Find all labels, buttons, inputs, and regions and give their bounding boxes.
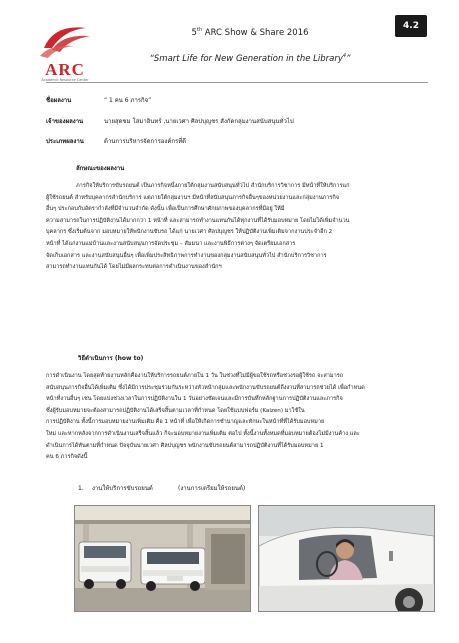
paragraph-line: คน 6 ภารกิจดังนี้ xyxy=(46,454,88,461)
title-label: ชื่อผลงาน xyxy=(46,97,72,104)
theme-close-quote: ” xyxy=(346,53,351,64)
photo-carport xyxy=(74,505,251,612)
paragraph-line: ซึ่งผู้รับมอบหมายจะต้องสามารถปฏิบัติงานได้เสร็จสิ้นตามเวลาที่กำหนด โดยใช้แบบฟอร์ม (Kaizen) มาใช้ใน xyxy=(46,407,305,414)
arc-logo-icon xyxy=(34,18,96,62)
list-item-number: 1. xyxy=(78,485,84,492)
event-name: ARC Show & Share 2016 xyxy=(202,27,309,38)
section1-heading: ลักษณะของผลงาน xyxy=(76,165,125,172)
paragraph-line: สนับสนุนภารกิจอื่นได้เพิ่มเติม ซึ่งได้มีการประชุมร่วมกันระหว่างหัวหน้ากลุ่มและพนักงานขับรถยนต์ถึงงานที่สามารถช่วยได้ เพื่อกำหนด xyxy=(46,384,365,391)
page-badge: 4.2 xyxy=(395,15,427,37)
paragraph-line: ผู้ใช้รถยนต์ สำหรับบุคลากรสำนักบริการ แต่ภายใต้กลุ่มงานฯ มีหน้าที่สนับสนุนภารกิจอื่นๆของหน่วยงานและกลุ่มงานภารกิจ xyxy=(46,194,340,201)
paragraph-line: หน้าที่งานอื่นๆ เช่น โดยแบ่งช่วงเวลาในการปฏิบัติงานใน 1 วันอย่างชัดเจนและมีการบันทึกหลักฐานการปฏิบัติงานและภารกิจ xyxy=(46,396,343,403)
owner-value: นายสุดชม โสมาอินทร์ ,นายเวศา ศิลปบุญชร สังกัดกลุ่มงานสนับสนุนทั่วไป xyxy=(104,118,294,125)
title-value: “ 1 คน 6 ภารกิจ” xyxy=(104,97,152,104)
event-suffix: th xyxy=(196,27,203,33)
section1-paragraph xyxy=(46,181,350,274)
type-label: ประเภทผลงาน xyxy=(46,138,84,145)
driver-photo-image xyxy=(259,506,434,611)
paragraph-line: สามารถทำงานแทนกันได้ โดยไม่มีผลกระทบต่อการดำเนินงานของสำนักฯ xyxy=(46,264,222,271)
photo-driver xyxy=(258,505,435,612)
header-divider xyxy=(46,82,428,83)
paragraph-line: ใหม่ และหากหลังจากการดำเนินงานเสร็จสิ้นแล้ว ก็จะมอบหมายงานเพิ่มเติม ต่อไป ทั้งนี้งานทั้งหมดที่มอบหมายต้องไม่มีงานค้าง และ xyxy=(46,430,360,437)
section2-paragraph xyxy=(46,371,365,464)
list-item-note: (งานการเตรียมให้รถยนต์) xyxy=(178,485,246,492)
type-value: ด้านการบริหารจัดการองค์กรที่ดี xyxy=(104,138,187,145)
event-title xyxy=(150,27,350,38)
paragraph-line: บุคลากร ซึ่งเริ่มต้นจาก มอบหมายให้พนักงานขับรถ ได้แก่ นายเวศา ศิลปบุญชร ให้ปฏิบัติงานเพิ่มเติมจากงานประจำอีก 2 xyxy=(46,229,333,236)
paragraph-line: ดำเนินการได้ทันตามที่กำหนด ปัจจุบันนายเวศา ศิลปบุญชร พนักงานขับรถยนต์สามารถปฏิบัติงานที่ได้รับมอบหมาย 1 xyxy=(46,442,324,449)
paragraph-line: อื่นๆ ประกอบกับอัตรากำลังที่มีจำนวนจำกัด ดังนั้น เพื่อเป็นการศึกษาศักยภาพของบุคลากรที่มีอยู่ ให้มี xyxy=(46,206,285,213)
paragraph-line: การดำเนินงาน โดยสุดท้ายงานหลักคืองานให้บริการรถยนต์ภายใน 1 วัน ในช่วงที่ไม่มีผู้ขอใช้รถหรือช่วงรอผู้ใช้รถ จะสามารถ xyxy=(46,373,344,379)
paragraph-line: จัดเก็บเอกสาร และงานสนับสนุนอื่นๆ เพื่อเพิ่มประสิทธิภาพการทำงานของกลุ่มงานสนับสนุนทั่วไป สำนักบริการวิชาการ xyxy=(46,252,327,259)
logo-subtitle: Academic Resource Center xyxy=(41,78,89,82)
paragraph-line: การปฏิบัติงาน ทั้งนี้การมอบหมายงานเพิ่มเติม คือ 1 หน้าที่ เพื่อให้เกิดการชำนาญและทักษะในหน้าที่ที่ได้รับมอบหมาย xyxy=(46,419,325,426)
carport-photo-image xyxy=(75,506,250,611)
owner-label: เจ้าของผลงาน xyxy=(46,118,84,125)
event-theme xyxy=(120,53,380,64)
paragraph-line: หน้าที่ ได้แก่งานแม่บ้านและงานสนับสนุนการจัดประชุม – สัมมนา และงานพิธีการต่างๆ จัดเตรียมเอกสาร xyxy=(46,240,296,247)
theme-text: “Smart Life for New Generation in the Library xyxy=(149,53,343,64)
list-item-text: งานให้บริการขับรถยนต์ xyxy=(92,485,153,492)
paragraph-line: ความสามารถในการปฏิบัติงานได้มากกว่า 1 หน้าที่ และสามารถทำงานแทนกันได้ทุกงานที่ได้รับมอบหมาย โดยไม่ได้เพิ่มจำนวน xyxy=(46,217,350,224)
section2-heading: วิธีดำเนินการ (how to) xyxy=(78,355,144,362)
event-number: 5 xyxy=(191,27,197,38)
theme-sup: 4 xyxy=(342,53,347,59)
arc-logo xyxy=(34,18,96,84)
logo-text: ARC xyxy=(45,60,85,79)
paragraph-line: ภารกิจให้บริการขับรถยนต์ เป็นภารกิจหนึ่งภายใต้กลุ่มงานสนับสนุนทั่วไป สำนักบริการวิชาการ มีหน้าที่ให้บริการแก่ xyxy=(76,183,350,189)
